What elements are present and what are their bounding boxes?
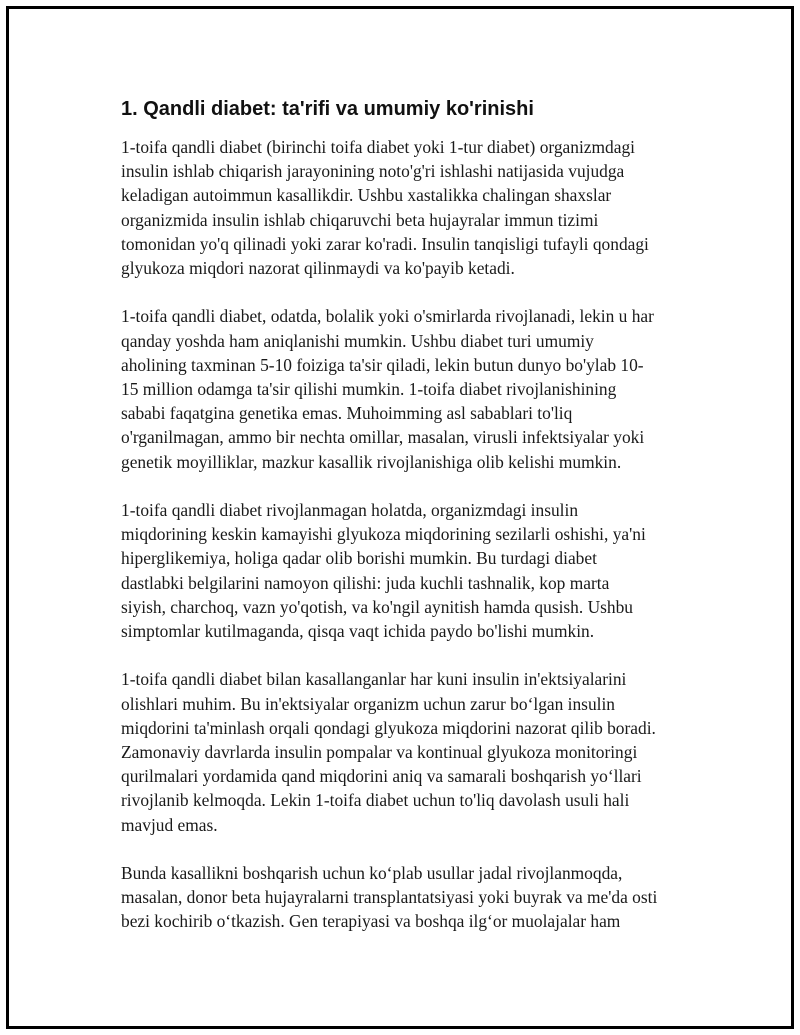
text-line: hiperglikemiya, holiga qadar olib borishi mumkin. Bu turdagi diabet <box>121 548 597 569</box>
text-line: mavjud emas. <box>121 814 218 835</box>
text-line: aholining taxminan 5-10 foiziga ta'sir qiladi, lekin butun dunyo bo'ylab 10- <box>121 354 644 375</box>
text-line: dastlabki belgilarini namoyon qilishi: juda kuchli tashnalik, kop marta <box>121 572 610 593</box>
text-line: Bunda kasallikni boshqarish uchun ko‘plab usullar jadal rivojlanmoqda, <box>121 863 623 884</box>
text-line: tomonidan yo'q qilinadi yoki zarar ko'radi. Insulin tanqisligi tufayli qondagi <box>121 233 649 254</box>
paragraph-symptoms <box>121 498 701 643</box>
text-line: organizmida insulin ishlab chiqaruvchi beta hujayralar immun tizimi <box>121 209 599 230</box>
text-line: miqdorini ta'minlash orqali qondagi glyukoza miqdorini nazorat qilib boradi. <box>121 717 656 738</box>
text-line: o'rganilmagan, ammo bir nechta omillar, masalan, virusli infektsiyalar yoki <box>121 427 645 448</box>
paragraph-treatment <box>121 667 701 836</box>
text-line: masalan, donor beta hujayralarni transplantatsiyasi yoki buyrak va me'da osti <box>121 887 658 908</box>
section-heading: 1. Qandli diabet: ta'rifi va umumiy ko'rinishi <box>121 98 534 120</box>
text-line: 1-toifa qandli diabet, odatda, bolalik yoki o'smirlarda rivojlanadi, lekin u har <box>121 306 654 327</box>
document-body <box>121 97 701 958</box>
paragraph-research <box>121 861 701 934</box>
text-line: Zamonaviy davrlarda insulin pompalar va kontinual glyukoza monitoringi <box>121 742 638 763</box>
paragraph-prevalence <box>121 304 701 473</box>
text-line: qurilmalari yordamida qand miqdorini aniq va samarali boshqarish yo‘llari <box>121 766 642 787</box>
text-line: insulin ishlab chiqarish jarayonining noto'g'ri ishlashi natijasida vujudga <box>121 161 625 182</box>
text-line: qanday yoshda ham aniqlanishi mumkin. Ushbu diabet turi umumiy <box>121 330 594 351</box>
text-line: simptomlar kutilmaganda, qisqa vaqt ichida paydo bo'lishi mumkin. <box>121 621 595 642</box>
text-line: sababi faqatgina genetika emas. Muhoimming asl sabablari to'liq <box>121 403 573 424</box>
text-line: genetik moyilliklar, mazkur kasallik rivojlanishiga olib kelishi mumkin. <box>121 451 622 472</box>
text-line: rivojlanib kelmoqda. Lekin 1-toifa diabet uchun to'liq davolash usuli hali <box>121 790 630 811</box>
page-frame <box>6 6 794 1029</box>
text-line: glyukoza miqdori nazorat qilinmaydi va ko'payib ketadi. <box>121 258 515 279</box>
text-line: 1-toifa qandli diabet bilan kasallanganlar har kuni insulin in'ektsiyalarini <box>121 669 627 690</box>
text-line: 1-toifa qandli diabet (birinchi toifa diabet yoki 1-tur diabet) organizmdagi <box>121 137 635 157</box>
text-line: 1-toifa qandli diabet rivojlanmagan holatda, organizmdagi insulin <box>121 500 579 521</box>
text-line: keladigan autoimmun kasallikdir. Ushbu xastalikka chalingan shaxslar <box>121 185 612 206</box>
text-line: miqdorining keskin kamayishi glyukoza miqdorining sezilarli oshishi, ya'ni <box>121 524 646 545</box>
paragraph-definition <box>121 135 701 280</box>
text-line: 15 million odamga ta'sir qilishi mumkin. 1-toifa diabet rivojlanishining <box>121 379 617 400</box>
text-line: siyish, charchoq, vazn yo'qotish, va ko'ngil aynitish hamda qusish. Ushbu <box>121 596 633 617</box>
text-line: bezi kochirib o‘tkazish. Gen terapiyasi va boshqa ilg‘or muolajalar ham <box>121 911 621 932</box>
text-line: olishlari muhim. Bu in'ektsiyalar organizm uchun zarur bo‘lgan insulin <box>121 693 616 714</box>
